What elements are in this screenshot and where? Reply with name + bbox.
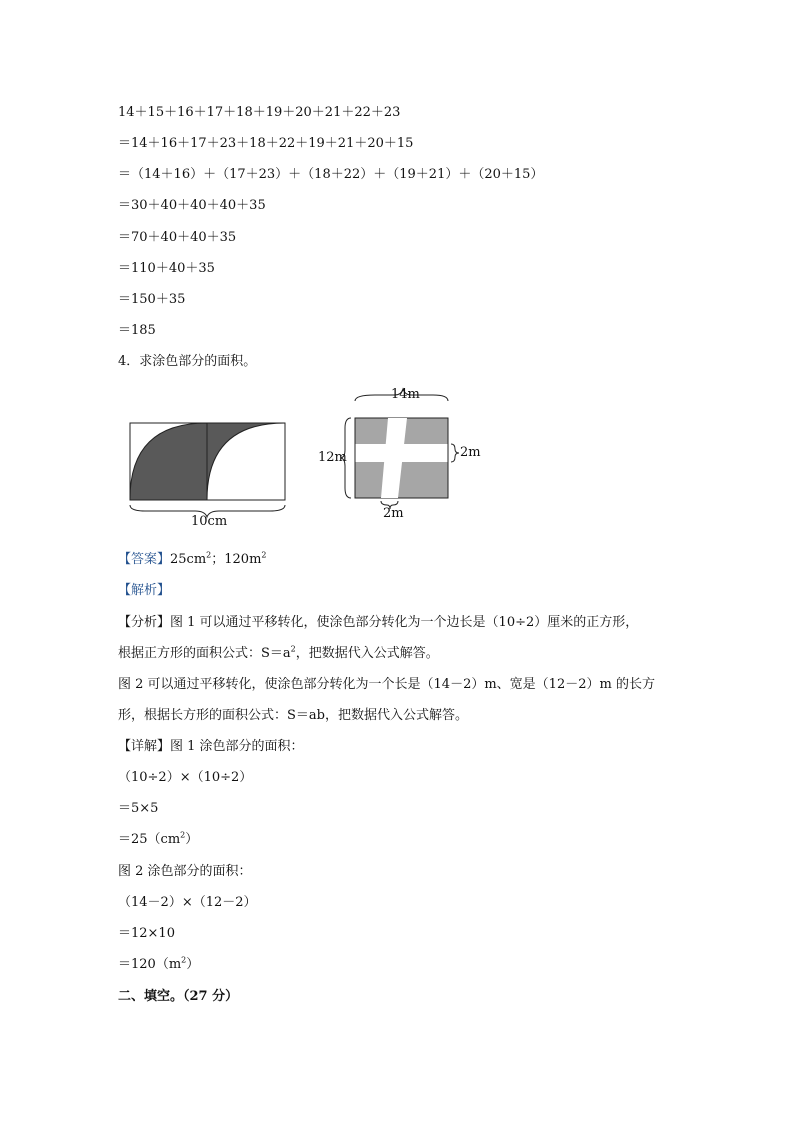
calc-line-2: ＝14＋16＋17＋23＋18＋22＋19＋21＋20＋15 [118, 136, 414, 151]
figure-2-left-label: 12m [318, 450, 347, 465]
detail-line-4 [118, 831, 198, 849]
calc-line-6: ＝110＋40＋35 [118, 261, 215, 276]
detail-tag: 【详解】 [118, 739, 171, 754]
calc-line-5: ＝70＋40＋40＋35 [118, 230, 237, 245]
detail-line-3: ＝5×5 [118, 801, 159, 816]
analysis-p2 [118, 645, 439, 663]
answer-sup-2: 2 [261, 550, 267, 560]
detail-line-2: （10÷2）×（10÷2） [118, 770, 253, 785]
analysis-heading: 【解析】 [118, 583, 171, 598]
detail-l4-post: ） [185, 832, 199, 847]
detail-l1: 图 1 涂色部分的面积： [170, 739, 304, 754]
calc-line-3: ＝（14＋16）＋（17＋23）＋（18＋22）＋（19＋21）＋（20＋15） [118, 167, 544, 182]
analysis-p2-sup: 2 [290, 644, 296, 654]
figure-2-bottom-label: 2m [383, 506, 404, 521]
detail-line-7: ＝12×10 [118, 926, 175, 941]
calc-line-8: ＝185 [118, 323, 156, 338]
calc-line-1: 14＋15＋16＋17＋18＋19＋20＋21＋22＋23 [118, 105, 401, 120]
analysis-p2-pre: 根据正方形的面积公式：S＝a [118, 646, 291, 661]
figure-1-width-label: 10cm [191, 514, 228, 529]
figure-1 [125, 415, 295, 535]
section-heading: 二、填空。（27 分） [118, 989, 239, 1004]
detail-line-6: （14－2）×（12－2） [118, 895, 257, 910]
analysis-p1 [118, 614, 638, 632]
detail-line-8 [118, 956, 199, 974]
detail-l8-pre: ＝120（m [118, 957, 182, 972]
detail-l8-sup: 2 [181, 955, 187, 965]
answer-sup-1: 2 [206, 550, 212, 560]
detail-l4-pre: ＝25（cm [118, 832, 181, 847]
calc-line-7: ＝150＋35 [118, 292, 186, 307]
detail-line-1 [118, 738, 304, 756]
figure-2 [315, 385, 485, 530]
analysis-tag: 【分析】 [118, 615, 171, 630]
answer-line [118, 551, 267, 569]
figure-2-top-label: 14m [391, 387, 420, 402]
analysis-p2-post: ，把数据代入公式解答。 [295, 646, 439, 661]
detail-l4-sup: 2 [180, 830, 186, 840]
detail-line-5: 图 2 涂色部分的面积： [118, 864, 252, 879]
answer-value-1: 25cm [170, 552, 207, 567]
question-4: 4．求涂色部分的面积。 [118, 354, 257, 369]
analysis-p1-text: 图 1 可以通过平移转化，使涂色部分转化为一个边长是（10÷2）厘米的正方形， [170, 615, 639, 630]
answer-value-2: ；120m [211, 552, 262, 567]
detail-l8-post: ） [186, 957, 200, 972]
analysis-p3: 图 2 可以通过平移转化，使涂色部分转化为一个长是（14－2）m、宽是（12－2）m 的长方 [118, 677, 655, 692]
answer-tag: 【答案】 [118, 552, 171, 567]
analysis-p4: 形，根据长方形的面积公式：S＝ab，把数据代入公式解答。 [118, 708, 468, 723]
calc-line-4: ＝30＋40＋40＋40＋35 [118, 198, 266, 213]
figure-2-right-label: 2m [460, 445, 481, 460]
